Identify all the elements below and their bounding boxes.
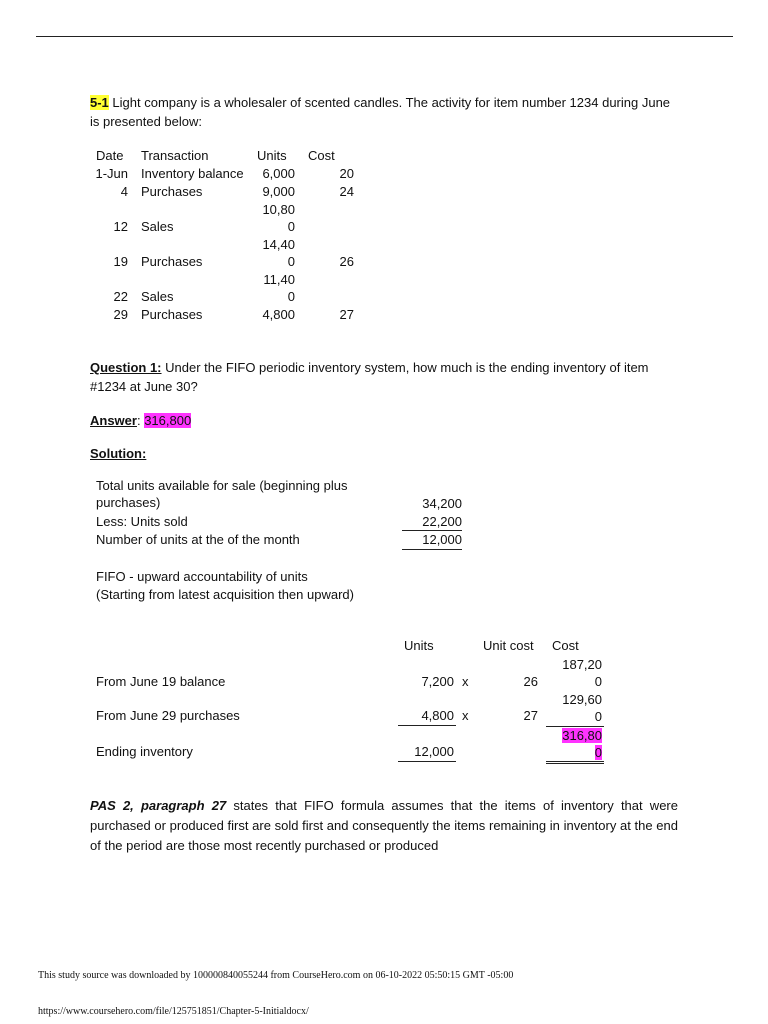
- activity-date: 29: [113, 307, 128, 322]
- cost-units-rule: [398, 725, 456, 726]
- solution-heading: [90, 444, 680, 463]
- activity-units: 4,800: [262, 307, 295, 322]
- question-1: [90, 358, 680, 396]
- activity-units: 9,000: [262, 184, 295, 199]
- activity-date: 12: [113, 219, 128, 234]
- question-label: Question 1:: [90, 360, 162, 375]
- fifo-note-line2: (Starting from latest acquisition then upward): [96, 587, 354, 602]
- activity-row: [90, 271, 370, 288]
- activity-transaction: Purchases: [141, 254, 203, 269]
- summary-value-ending-units: 12,000: [422, 532, 462, 547]
- summary-row-total-available: [96, 477, 466, 513]
- activity-units: 0: [287, 254, 295, 269]
- cost-header-cost: Cost: [552, 638, 579, 653]
- activity-table: [90, 147, 370, 324]
- activity-units: 11,40: [263, 272, 295, 287]
- cost-row-june19-label: From June 19 balance: [96, 674, 226, 689]
- summary-label-line2: purchases): [96, 495, 161, 510]
- cost-row-june19-units: 7,200: [421, 674, 454, 689]
- fifo-note: [96, 568, 354, 604]
- activity-cost: 24: [339, 184, 354, 199]
- question-text: Under the FIFO periodic inventory system, how much is the ending inventory of item #1234 at June 30?: [90, 360, 649, 394]
- activity-date: 22: [113, 289, 128, 304]
- activity-cost: 20: [339, 166, 354, 181]
- cost-table: [96, 638, 616, 768]
- answer-line: [90, 411, 680, 430]
- summary-row-ending-units: [96, 531, 466, 551]
- cost-row-june29-label: From June 29 purchases: [96, 708, 240, 723]
- summary-label-ending-units: Number of units at the of the month: [96, 532, 300, 547]
- header-date: Date: [96, 148, 124, 163]
- answer-separator: :: [136, 413, 145, 428]
- activity-transaction: Sales: [141, 289, 174, 304]
- cost-row-june29-unit-cost: 27: [523, 708, 538, 723]
- cost-row-ending-label: Ending inventory: [96, 744, 193, 759]
- header-transaction: Transaction: [141, 148, 209, 163]
- cost-row-june19-x: x: [462, 674, 469, 689]
- activity-units: 14,40: [262, 237, 295, 252]
- summary-label-line1: Total units available for sale (beginning plus: [96, 478, 348, 493]
- cost-row-june19-unit-cost: 26: [523, 674, 538, 689]
- summary-value-units-sold: 22,200: [422, 514, 462, 529]
- cost-double-rule: [546, 761, 604, 764]
- summary-row-units-sold: [96, 513, 466, 531]
- header-rule: [36, 36, 733, 37]
- activity-row: [90, 201, 370, 218]
- header-units: Units: [257, 148, 287, 163]
- activity-date: 19: [113, 254, 128, 269]
- pas-reference: PAS 2, paragraph 27: [90, 798, 227, 813]
- activity-rows: [90, 165, 370, 324]
- cost-row-june29-x: x: [462, 708, 469, 723]
- cost-row-june29-cost: [546, 691, 602, 725]
- cost-row-june29-cost-line1: 129,60: [562, 692, 602, 707]
- activity-units: 0: [287, 289, 295, 304]
- cost-units-total-rule: [398, 761, 456, 762]
- summary-value-total-available: 34,200: [422, 496, 462, 511]
- activity-units: 10,80: [262, 202, 295, 217]
- intro-text: Light company is a wholesaler of scented candles. The activity for item number 1234 during June is presented below:: [90, 95, 671, 129]
- activity-row: [90, 236, 370, 253]
- activity-row: [90, 306, 370, 324]
- problem-number: 5-1: [90, 95, 109, 110]
- cost-row-ending-cost-line1: 316,80: [562, 728, 602, 743]
- pas-paragraph: [90, 796, 678, 856]
- answer-value: 316,800: [144, 413, 192, 428]
- cost-header-units: Units: [404, 638, 434, 653]
- cost-header-unit-cost: Unit cost: [483, 638, 534, 653]
- cost-row-june19-cost-line1: 187,20: [562, 657, 602, 672]
- activity-units: 0: [287, 219, 295, 234]
- activity-row: [90, 218, 370, 236]
- summary-block: [96, 477, 466, 551]
- activity-transaction: Sales: [141, 219, 174, 234]
- header-cost: Cost: [308, 148, 335, 163]
- summary-label-units-sold: Less: Units sold: [96, 514, 188, 529]
- summary-rule-2: [402, 549, 462, 550]
- activity-transaction: Purchases: [141, 184, 203, 199]
- activity-transaction: Inventory balance: [141, 166, 244, 181]
- cost-row-june19-cost-line2: 0: [594, 674, 602, 689]
- pas-text: states that FIFO formula assumes that the items of inventory that were purchased or produced first are sold first and consequently the items remaining in inventory at the end of the period are those most recently purchased or produced: [90, 798, 678, 853]
- activity-cost: 26: [339, 254, 354, 269]
- cost-row-june29-cost-line2: 0: [594, 709, 602, 724]
- source-url[interactable]: https://www.coursehero.com/file/125751851/Chapter-5-Initialdocx/: [38, 1006, 309, 1017]
- cost-row-june29-units: 4,800: [421, 708, 454, 723]
- activity-date: 1-Jun: [95, 166, 128, 181]
- cost-row-ending-units: 12,000: [414, 744, 454, 759]
- fifo-note-line1: FIFO - upward accountability of units: [96, 569, 308, 584]
- cost-row-ending-cost: [546, 727, 602, 761]
- download-note: This study source was downloaded by 100000840055244 from CourseHero.com on 06-10-2022 05:50:15 GMT -05:00: [38, 970, 514, 981]
- activity-row: [90, 253, 370, 271]
- answer-label: Answer: [90, 413, 137, 428]
- activity-date: 4: [120, 184, 128, 199]
- activity-row: [90, 165, 370, 183]
- activity-row: [90, 288, 370, 306]
- activity-table-header: [90, 147, 370, 165]
- activity-row: [90, 183, 370, 201]
- intro-paragraph: [90, 93, 680, 131]
- activity-transaction: Purchases: [141, 307, 203, 322]
- solution-label: Solution:: [90, 446, 147, 461]
- cost-row-june19-cost: [546, 656, 602, 690]
- cost-row-ending-cost-line2: 0: [594, 745, 602, 760]
- activity-units: 6,000: [262, 166, 295, 181]
- activity-cost: 27: [339, 307, 354, 322]
